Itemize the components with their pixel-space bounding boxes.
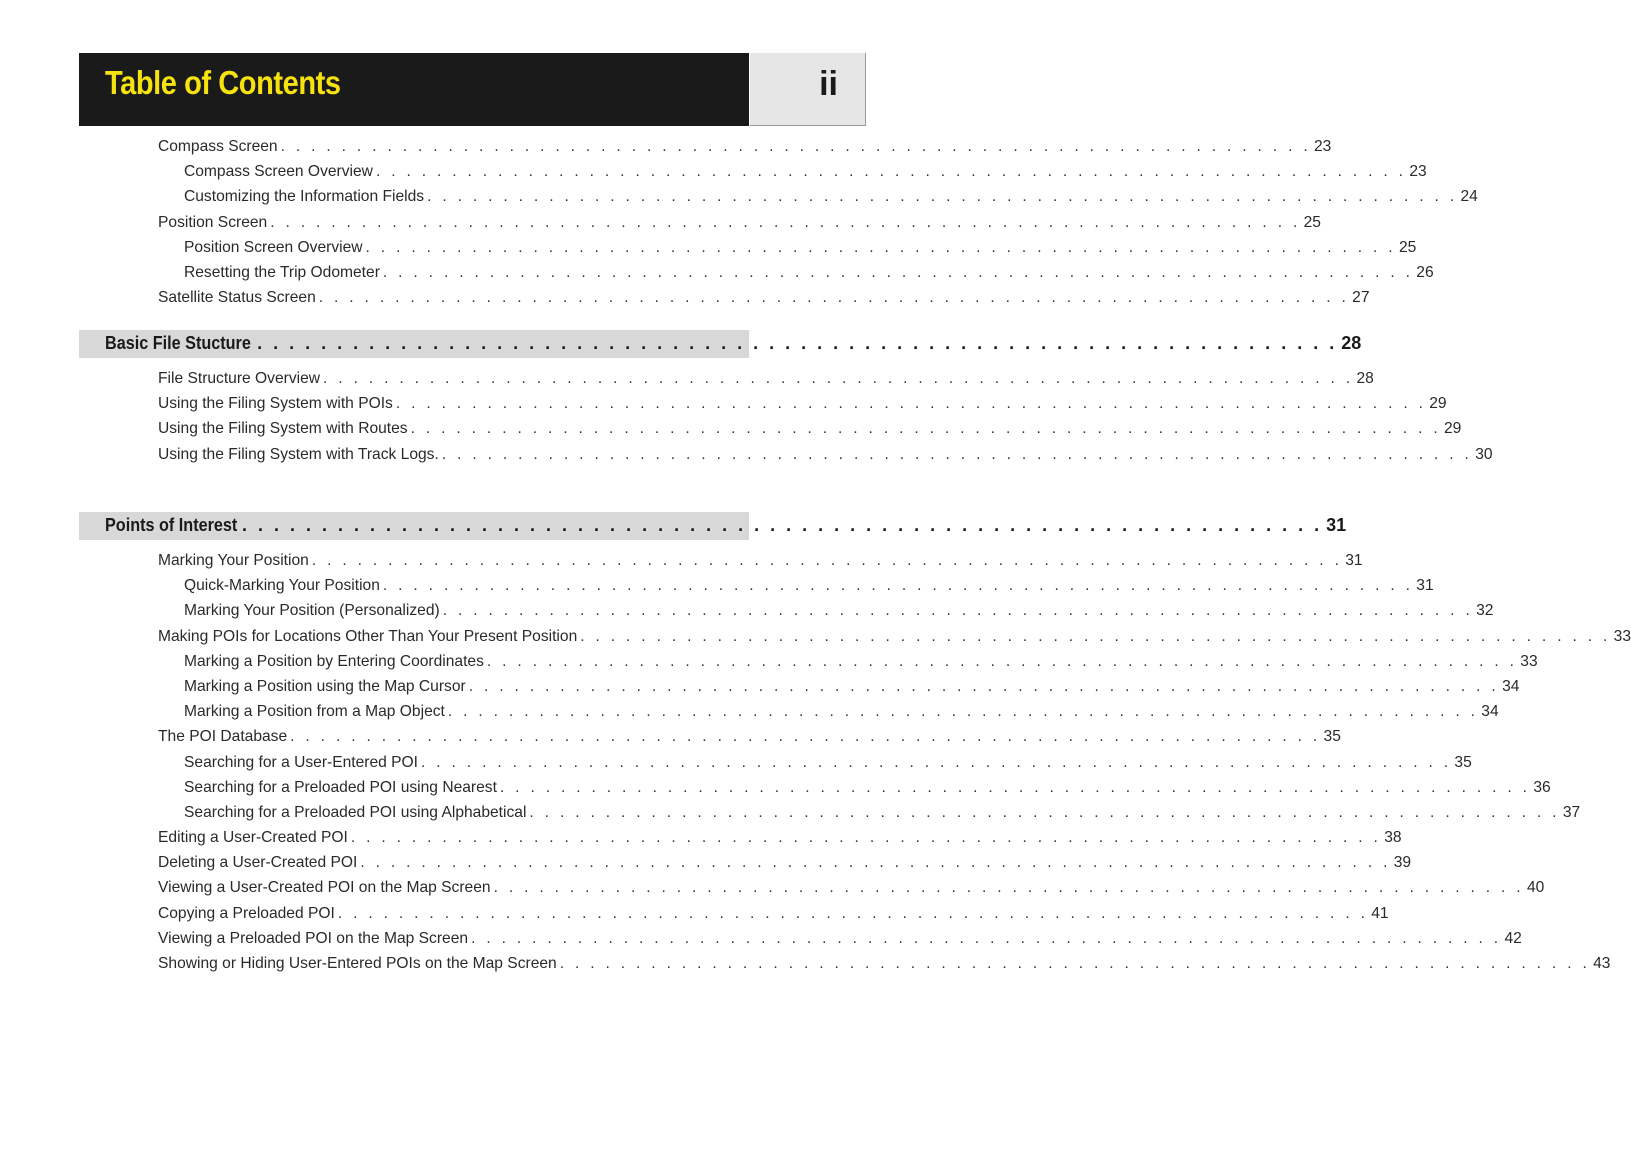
dot-leader: . . . . . . . . . . . . . . . . . . . . . . . . . . . . . . . . . . . . . . . . . . . . . . . . . . . . . . . . . . . . . . . . . . . . xyxy=(280,138,1311,155)
toc-list-basic-file-structure xyxy=(158,370,1493,471)
section-title: Points of Interest xyxy=(105,515,238,535)
dot-leader: . . . . . . . . . . . . . . . . . . . . . . . . . . . . . . . . . . . . . . . . . . . . . . . . . . . . . . . . . . . . . . . . . . . . xyxy=(365,238,1396,256)
entry-title: Using the Filing System with Routes xyxy=(158,420,408,438)
toc-subentry[interactable] xyxy=(158,188,1478,213)
section-page: 31 xyxy=(1326,515,1347,535)
entry-page: 26 xyxy=(1416,263,1434,281)
entry-page: 29 xyxy=(1444,420,1462,438)
section-heading[interactable] xyxy=(105,333,1362,354)
entry-title: Searching for a User-Entered POI xyxy=(184,753,419,771)
dot-leader: . . . . . . . . . . . . . . . . . . . . . . . . . . . . . . . . . . . . . . . . . . . . . . . . . . . . . . . . . . . . . . . . . . . . xyxy=(350,829,1382,847)
entry-page: 33 xyxy=(1613,627,1631,645)
entry-title: Making POIs for Locations Other Than Your Present Position xyxy=(158,627,578,645)
toc-entry[interactable] xyxy=(158,879,1545,904)
toc-list-points-of-interest xyxy=(158,552,1631,980)
section-band-points-of-interest xyxy=(79,512,1347,540)
toc-subentry[interactable] xyxy=(158,778,1551,804)
entry-page: 34 xyxy=(1502,677,1520,695)
toc-entry[interactable] xyxy=(158,289,1370,314)
toc-entry[interactable] xyxy=(158,854,1412,879)
entry-page: 35 xyxy=(1454,753,1472,771)
dot-leader: . . . . . . . . . . . . . . . . . . . . . . . . . . . . . . . . . . . . . . . . . . . . . . . . . . . . . . . . . . . . . . . . . . . . xyxy=(290,728,1321,746)
entry-title: Position Screen xyxy=(158,213,268,231)
entry-title: Viewing a Preloaded POI on the Map Screen xyxy=(158,929,469,947)
entry-page: 36 xyxy=(1533,778,1551,796)
dot-leader: . . . . . . . . . . . . . . . . . . . . . . . . . . . . . . . . . . . . . . . . . . . . . . . . . . . . . . . . . . . . . . . . . . . . xyxy=(442,602,1474,620)
toc-entry[interactable] xyxy=(158,955,1611,980)
toc-list-top xyxy=(158,138,1478,314)
entry-title: Satellite Status Screen xyxy=(158,289,316,307)
toc-subentry[interactable] xyxy=(158,803,1581,829)
entry-page: 43 xyxy=(1593,955,1611,972)
toc-entry[interactable] xyxy=(158,213,1321,239)
toc-subentry[interactable] xyxy=(158,163,1427,188)
entry-title: Editing a User-Created POI xyxy=(158,829,348,847)
toc-subentry[interactable] xyxy=(158,753,1472,779)
dot-leader: . . . . . . . . . . . . . . . . . . . . . . . . . . . . . . . . . . . . . . . . . . . . . . . . . . . . . . . . . . . . . . . . . . . . xyxy=(427,188,1458,206)
section-page: 28 xyxy=(1341,333,1362,353)
page-title: Table of Contents xyxy=(105,64,341,101)
entry-page: 37 xyxy=(1562,803,1581,821)
entry-title: Marking a Position using the Map Cursor xyxy=(184,677,466,695)
entry-page: 33 xyxy=(1520,652,1538,670)
entry-page: 30 xyxy=(1475,445,1493,463)
toc-entry[interactable] xyxy=(158,929,1522,955)
entry-title: The POI Database xyxy=(158,728,288,746)
entry-title: Copying a Preloaded POI xyxy=(158,904,335,922)
entry-page: 38 xyxy=(1384,829,1402,847)
dot-leader: . . . . . . . . . . . . . . . . . . . . . . . . . . . . . . . . . . . . . . . . . . . . . . . . . . . . . . . . . . . . . . . . . . . . xyxy=(471,929,1502,947)
entry-title: Compass Screen xyxy=(158,138,278,155)
toc-entry[interactable] xyxy=(158,904,1389,930)
dot-leader: . . . . . . . . . . . . . . . . . . . . . . . . . . . . . . . . . . . . . . . . . . . . . . . . . . . . . . . . . . . . . . . . . . . . xyxy=(580,627,1611,645)
dot-leader: . . . . . . . . . . . . . . . . . . . . . . . . . . . . . . . . . . . . . . . . . . . . . . . . . . . . . . . . . . . . . . . . . . . . xyxy=(375,163,1407,181)
entry-page: 40 xyxy=(1526,879,1545,897)
entry-title: Quick-Marking Your Position xyxy=(184,577,380,595)
entry-title: Deleting a User-Created POI xyxy=(158,854,358,872)
entry-page: 25 xyxy=(1303,213,1321,231)
entry-title: Using the Filing System with Track Logs. xyxy=(158,445,439,463)
toc-entry[interactable] xyxy=(158,552,1363,577)
dot-leader: . . . . . . . . . . . . . . . . . . . . . . . . . . . . . . . . . . . . . . . . . . . . . . . . . . . . . . . . . . . . . . . . . . . . xyxy=(382,263,1414,281)
entry-page: 25 xyxy=(1398,238,1417,256)
dot-leader: . . . . . . . . . . . . . . . . . . . . . . . . . . . . . . . . . . . . . . . . . . . . . . . . . . . . . . . . . . . . . . . . . . . . xyxy=(323,370,1354,387)
entry-title: Using the Filing System with POIs xyxy=(158,395,393,413)
toc-entry[interactable] xyxy=(158,627,1631,653)
dot-leader: . . . . . . . . . . . . . . . . . . . . . . . . . . . . . . . . . . . . . . . . . . . . . . . . . . . . . . . . . . . . . . . . . . . . xyxy=(421,753,1452,771)
entry-page: 23 xyxy=(1314,138,1332,155)
section-title: Basic File Stucture xyxy=(105,333,251,353)
toc-entry[interactable] xyxy=(158,370,1374,395)
dot-leader: . . . . . . . . . . . . . . . . . . . . . . . . . . . . . . . . . . . . . . . . . . . . . . . . . . . . . . . . . . . . . . . . . . . . xyxy=(447,703,1479,721)
dot-leader: . . . . . . . . . . . . . . . . . . . . . . . . . . . . . . . . . . . . . . . . . . . . . . . . . . . . . . . . . . . . . . . . . . . . xyxy=(486,652,1518,670)
entry-title: Position Screen Overview xyxy=(184,238,363,256)
entry-page: 28 xyxy=(1356,370,1374,387)
dot-leader: . . . . . . . . . . . . . . . . . . . . . . . . . . . . . . . . . . . . . . . . . . . . . . . . . . . . . . . . . . . . . . . . . . . . xyxy=(499,778,1531,796)
toc-entry[interactable] xyxy=(158,829,1402,854)
entry-page: 42 xyxy=(1504,929,1522,947)
entry-title: Compass Screen Overview xyxy=(184,163,373,181)
toc-subentry[interactable] xyxy=(158,263,1434,289)
dot-leader: . . . . . . . . . . . . . . . . . . . . . . . . . . . . . . . . . . . . . . . . . . . . . . . . . . . . . . . . . . . . . . . . . . . . xyxy=(468,677,1500,695)
entry-title: Marking Your Position xyxy=(158,552,309,569)
toc-entry[interactable] xyxy=(158,395,1447,420)
entry-page: 41 xyxy=(1371,904,1389,922)
toc-subentry[interactable] xyxy=(158,602,1494,627)
toc-subentry[interactable] xyxy=(158,703,1499,728)
entry-title: File Structure Overview xyxy=(158,370,321,387)
entry-page: 34 xyxy=(1481,703,1499,721)
entry-title: Customizing the Information Fields xyxy=(184,188,425,206)
dot-leader: . . . . . . . . . . . . . . . . . . . . . . . . . . . . . . . . . . . . . . . . . . . . . . . . . . . . . . . . . . . . . . . . . . . . xyxy=(529,803,1560,821)
page-number-tab xyxy=(750,53,866,126)
dot-leader: . . . . . . . . . . . . . . . . . . . . . . . . . . . . . . . . . . . . . . . . . . . . . . . . . . . . . . . . . . . . . . . . . . . . xyxy=(270,213,1301,231)
entry-page: 32 xyxy=(1476,602,1494,620)
entry-page: 31 xyxy=(1416,577,1434,595)
entry-title: Showing or Hiding User-Entered POIs on the Map Screen xyxy=(158,955,557,972)
section-heading[interactable] xyxy=(105,515,1347,536)
entry-title: Viewing a User-Created POI on the Map Screen xyxy=(158,879,491,897)
entry-title: Marking a Position from a Map Object xyxy=(184,703,445,721)
dot-leader: . . . . . . . . . . . . . . . . . . . . . . . . . . . . . . . . . . . . . . . . . . . . . . . . . . . . . . . . . . . . . . . . . . . . xyxy=(337,904,1369,922)
toc-subentry[interactable] xyxy=(158,238,1417,264)
dot-leader: . . . . . . . . . . . . . . . . . . . . . . . . . . . . . . . . . . . . . . . . . . . . . . . . . . . . . . . . . . . . . . . . . . . . xyxy=(410,420,1441,438)
toc-subentry[interactable] xyxy=(158,677,1520,703)
entry-title: Searching for a Preloaded POI using Nearest xyxy=(184,778,497,796)
entry-page: 27 xyxy=(1352,289,1370,307)
entry-page: 24 xyxy=(1460,188,1478,206)
section-band-basic-file-structure xyxy=(79,330,1362,358)
toc-entry[interactable] xyxy=(158,420,1462,445)
dot-leader: . . . . . . . . . . . . . . . . . . . . . . . . . . . . . . . . . . . . . . . . . . . . . . . . . . . . . . . . . . . . . . . . . . . . xyxy=(242,515,1323,535)
entry-title: Searching for a Preloaded POI using Alphabetical xyxy=(184,803,527,821)
toc-entry[interactable] xyxy=(158,138,1332,163)
dot-leader: . . . . . . . . . . . . . . . . . . . . . . . . . . . . . . . . . . . . . . . . . . . . . . . . . . . . . . . . . . . . . . . . . . . . xyxy=(360,854,1391,872)
dot-leader: . . . . . . . . . . . . . . . . . . . . . . . . . . . . . . . . . . . . . . . . . . . . . . . . . . . . . . . . . . . . . . . . . . . . xyxy=(395,395,1427,413)
toc-entry[interactable] xyxy=(158,445,1493,471)
toc-entry[interactable] xyxy=(158,728,1341,753)
entry-title: Marking Your Position (Personalized) xyxy=(184,602,440,620)
dot-leader: . . . . . . . . . . . . . . . . . . . . . . . . . . . . . . . . . . . . . . . . . . . . . . . . . . . . . . . . . . . . . . . . . . . . xyxy=(441,445,1473,463)
entry-title: Resetting the Trip Odometer xyxy=(184,263,380,281)
entry-page: 31 xyxy=(1345,552,1363,569)
entry-title: Marking a Position by Entering Coordinates xyxy=(184,652,484,670)
page-number: ii xyxy=(819,65,838,103)
toc-header-bar xyxy=(79,53,749,126)
entry-page: 35 xyxy=(1323,728,1341,746)
dot-leader: . . . . . . . . . . . . . . . . . . . . . . . . . . . . . . . . . . . . . . . . . . . . . . . . . . . . . . . . . . . . . . . . . . . . xyxy=(257,333,1338,353)
toc-subentry[interactable] xyxy=(158,652,1538,678)
dot-leader: . . . . . . . . . . . . . . . . . . . . . . . . . . . . . . . . . . . . . . . . . . . . . . . . . . . . . . . . . . . . . . . . . . . . xyxy=(318,289,1350,307)
entry-page: 39 xyxy=(1393,854,1412,872)
dot-leader: . . . . . . . . . . . . . . . . . . . . . . . . . . . . . . . . . . . . . . . . . . . . . . . . . . . . . . . . . . . . . . . . . . . . xyxy=(311,552,1343,569)
dot-leader: . . . . . . . . . . . . . . . . . . . . . . . . . . . . . . . . . . . . . . . . . . . . . . . . . . . . . . . . . . . . . . . . . . . . xyxy=(559,955,1591,972)
entry-page: 29 xyxy=(1429,395,1447,413)
dot-leader: . . . . . . . . . . . . . . . . . . . . . . . . . . . . . . . . . . . . . . . . . . . . . . . . . . . . . . . . . . . . . . . . . . . . xyxy=(493,879,1524,897)
dot-leader: . . . . . . . . . . . . . . . . . . . . . . . . . . . . . . . . . . . . . . . . . . . . . . . . . . . . . . . . . . . . . . . . . . . . xyxy=(382,577,1414,595)
toc-subentry[interactable] xyxy=(158,577,1434,602)
entry-page: 23 xyxy=(1409,163,1427,181)
